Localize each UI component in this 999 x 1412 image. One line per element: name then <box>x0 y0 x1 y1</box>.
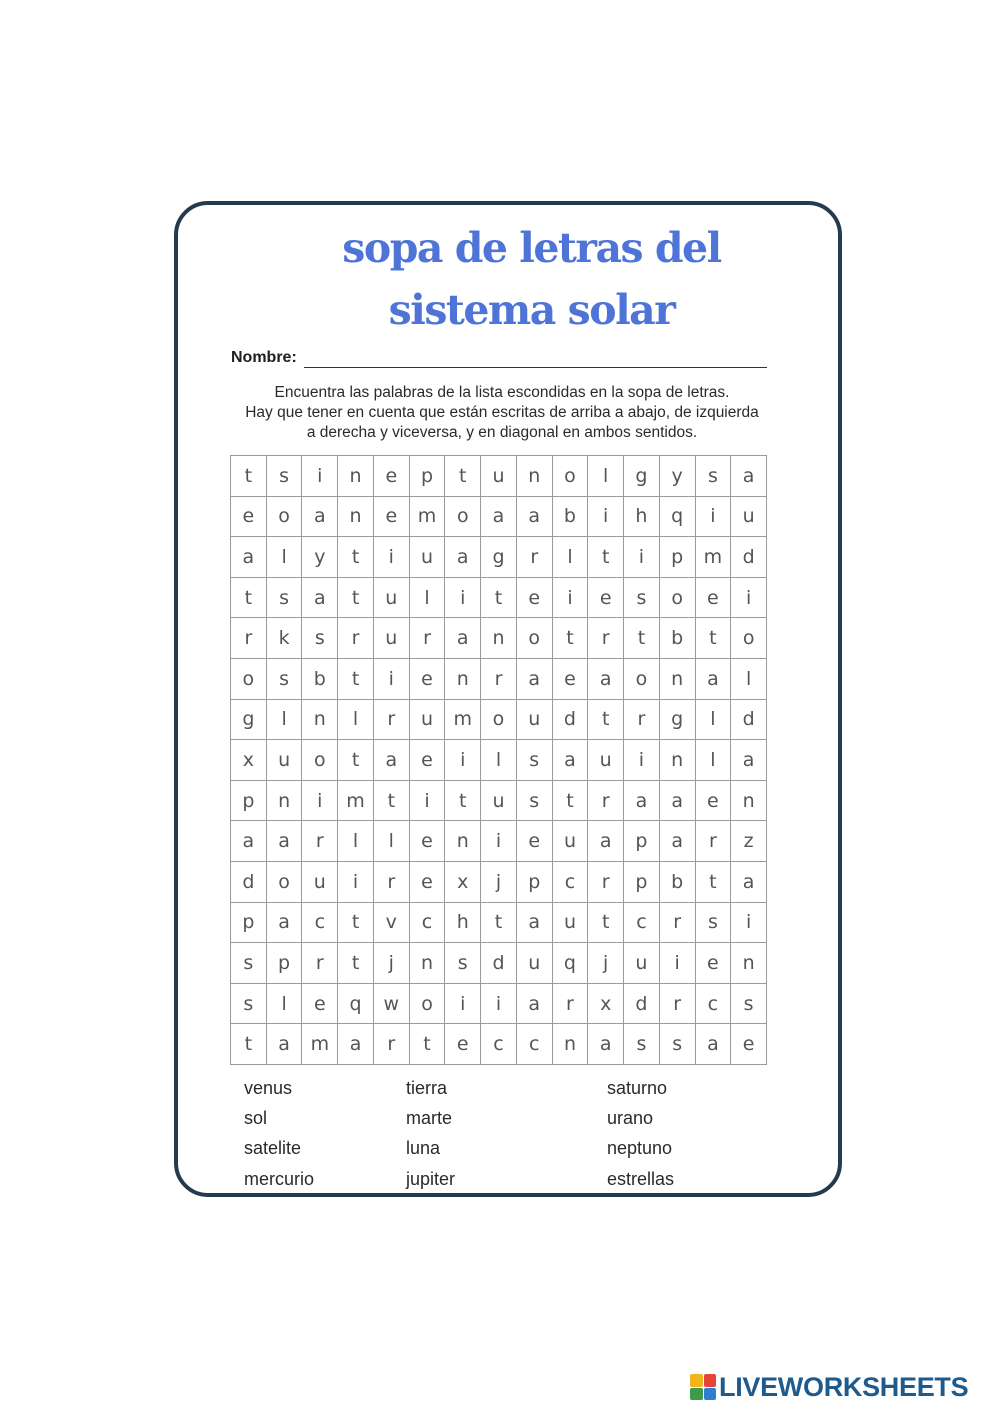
grid-cell[interactable]: a <box>660 781 696 822</box>
grid-cell[interactable]: i <box>696 497 732 538</box>
grid-cell[interactable]: a <box>302 578 338 619</box>
grid-cell[interactable]: r <box>410 618 446 659</box>
grid-cell[interactable]: n <box>660 740 696 781</box>
grid-cell[interactable]: r <box>660 903 696 944</box>
grid-cell[interactable]: l <box>696 740 732 781</box>
grid-cell[interactable]: x <box>445 862 481 903</box>
grid-cell[interactable]: n <box>302 700 338 741</box>
nombre-input-line[interactable] <box>304 367 767 368</box>
grid-cell[interactable]: i <box>624 740 660 781</box>
grid-cell[interactable]: s <box>267 456 303 497</box>
grid-cell[interactable]: r <box>696 821 732 862</box>
grid-cell[interactable]: r <box>588 862 624 903</box>
grid-cell[interactable]: c <box>624 903 660 944</box>
grid-cell[interactable]: t <box>231 578 267 619</box>
grid-cell[interactable]: t <box>696 618 732 659</box>
brand-text: LIVEWORKSHEETS <box>719 1371 969 1402</box>
grid-cell[interactable]: t <box>696 862 732 903</box>
grid-cell[interactable]: s <box>696 903 732 944</box>
grid-cell[interactable]: n <box>731 781 767 822</box>
grid-cell[interactable]: h <box>445 903 481 944</box>
grid-cell[interactable]: r <box>338 618 374 659</box>
grid-cell[interactable]: r <box>660 984 696 1025</box>
grid-cell[interactable]: e <box>731 1024 767 1065</box>
grid-cell[interactable]: a <box>517 903 553 944</box>
grid-cell[interactable]: o <box>660 578 696 619</box>
grid-cell[interactable]: o <box>302 740 338 781</box>
grid-cell[interactable]: e <box>410 821 446 862</box>
grid-cell[interactable]: r <box>302 821 338 862</box>
grid-cell[interactable]: i <box>731 578 767 619</box>
grid-cell[interactable]: d <box>731 537 767 578</box>
grid-cell[interactable]: a <box>731 740 767 781</box>
grid-cell[interactable]: l <box>588 456 624 497</box>
grid-cell[interactable]: r <box>624 700 660 741</box>
grid-cell[interactable]: r <box>588 618 624 659</box>
grid-cell[interactable]: c <box>302 903 338 944</box>
grid-cell[interactable]: u <box>731 497 767 538</box>
grid-cell[interactable]: r <box>553 984 589 1025</box>
grid-cell[interactable]: c <box>553 862 589 903</box>
grid-cell[interactable]: r <box>231 618 267 659</box>
grid-cell[interactable]: t <box>481 903 517 944</box>
grid-cell[interactable]: u <box>410 700 446 741</box>
grid-cell[interactable]: a <box>231 537 267 578</box>
grid-cell[interactable]: t <box>231 1024 267 1065</box>
grid-cell[interactable]: b <box>553 497 589 538</box>
grid-cell[interactable]: l <box>338 700 374 741</box>
grid-cell[interactable]: a <box>517 497 553 538</box>
grid-cell[interactable]: g <box>660 700 696 741</box>
grid-cell[interactable]: x <box>231 740 267 781</box>
grid-cell[interactable]: u <box>517 700 553 741</box>
grid-cell[interactable]: s <box>624 1024 660 1065</box>
grid-cell[interactable]: l <box>696 700 732 741</box>
grid-cell[interactable]: q <box>338 984 374 1025</box>
grid-cell[interactable]: p <box>624 862 660 903</box>
word-list-item: marte <box>406 1108 453 1128</box>
title-line-2: sistema solar <box>388 286 675 334</box>
grid-cell[interactable]: o <box>410 984 446 1025</box>
grid-cell[interactable]: s <box>660 1024 696 1065</box>
grid-cell[interactable]: s <box>696 456 732 497</box>
grid-cell[interactable]: t <box>445 781 481 822</box>
grid-cell[interactable]: t <box>588 903 624 944</box>
grid-cell[interactable]: e <box>696 578 732 619</box>
grid-cell[interactable]: o <box>481 700 517 741</box>
grid-cell[interactable]: t <box>588 700 624 741</box>
grid-cell[interactable]: u <box>624 943 660 984</box>
grid-cell[interactable]: t <box>588 537 624 578</box>
grid-cell[interactable]: n <box>553 1024 589 1065</box>
grid-cell[interactable]: r <box>517 537 553 578</box>
grid-cell[interactable]: p <box>624 821 660 862</box>
grid-cell[interactable]: n <box>338 497 374 538</box>
grid-cell[interactable]: l <box>553 537 589 578</box>
grid-cell[interactable]: s <box>267 659 303 700</box>
word-list-item: tierra <box>406 1078 448 1098</box>
grid-cell[interactable]: a <box>267 1024 303 1065</box>
grid-cell[interactable]: c <box>410 903 446 944</box>
grid-cell[interactable]: e <box>374 456 410 497</box>
instructions <box>222 383 782 443</box>
grid-cell[interactable]: q <box>660 497 696 538</box>
grid-cell[interactable]: b <box>302 659 338 700</box>
grid-cell[interactable]: t <box>338 659 374 700</box>
grid-cell[interactable]: e <box>410 740 446 781</box>
grid-cell[interactable]: p <box>410 456 446 497</box>
grid-cell[interactable]: n <box>660 659 696 700</box>
grid-cell[interactable]: a <box>517 984 553 1025</box>
grid-cell[interactable]: l <box>267 984 303 1025</box>
grid-cell[interactable]: n <box>517 456 553 497</box>
instruction-line: Hay que tener en cuenta que están escritas de arriba a abajo, de izquierda <box>245 404 759 421</box>
grid-cell[interactable]: r <box>374 700 410 741</box>
liveworksheets-logo-icon <box>690 1374 716 1400</box>
grid-cell[interactable]: m <box>338 781 374 822</box>
grid-cell[interactable]: d <box>624 984 660 1025</box>
grid-cell[interactable]: a <box>696 659 732 700</box>
grid-cell[interactable]: i <box>410 781 446 822</box>
grid-cell[interactable]: c <box>481 1024 517 1065</box>
grid-cell[interactable]: e <box>445 1024 481 1065</box>
grid-cell[interactable]: t <box>410 1024 446 1065</box>
grid-cell[interactable]: a <box>553 740 589 781</box>
nombre-label: Nombre: <box>231 349 297 366</box>
grid-cell[interactable]: i <box>338 862 374 903</box>
grid-cell[interactable]: q <box>553 943 589 984</box>
grid-cell[interactable]: e <box>553 659 589 700</box>
grid-cell[interactable]: u <box>374 578 410 619</box>
grid-cell[interactable]: i <box>553 578 589 619</box>
grid-cell[interactable]: s <box>231 984 267 1025</box>
grid-cell[interactable]: t <box>553 618 589 659</box>
grid-cell[interactable]: e <box>588 578 624 619</box>
grid-cell[interactable]: e <box>696 781 732 822</box>
grid-cell[interactable]: t <box>481 578 517 619</box>
grid-cell[interactable]: o <box>267 497 303 538</box>
grid-cell[interactable]: j <box>588 943 624 984</box>
grid-cell[interactable]: d <box>553 700 589 741</box>
word-list-item: venus <box>244 1078 293 1098</box>
word-list-item: neptuno <box>607 1138 673 1158</box>
grid-cell[interactable]: l <box>410 578 446 619</box>
grid-cell[interactable]: i <box>302 781 338 822</box>
grid-cell[interactable]: t <box>338 943 374 984</box>
grid-cell[interactable]: u <box>553 903 589 944</box>
grid-cell[interactable]: e <box>302 984 338 1025</box>
title-line-1: sopa de letras del <box>342 224 721 272</box>
grid-cell[interactable]: e <box>374 497 410 538</box>
grid-cell[interactable]: z <box>731 821 767 862</box>
grid-cell[interactable]: m <box>696 537 732 578</box>
grid-cell[interactable]: p <box>660 537 696 578</box>
grid-cell[interactable]: a <box>588 1024 624 1065</box>
grid-cell[interactable]: n <box>731 943 767 984</box>
grid-cell[interactable]: i <box>374 537 410 578</box>
grid-cell[interactable]: i <box>374 659 410 700</box>
grid-cell[interactable]: o <box>445 497 481 538</box>
grid-cell[interactable]: n <box>410 943 446 984</box>
grid-cell[interactable]: u <box>481 456 517 497</box>
grid-cell[interactable]: m <box>445 700 481 741</box>
grid-cell[interactable]: e <box>517 578 553 619</box>
grid-cell[interactable]: u <box>267 740 303 781</box>
grid-cell[interactable]: i <box>302 456 338 497</box>
grid-cell[interactable]: x <box>588 984 624 1025</box>
grid-cell[interactable]: t <box>231 456 267 497</box>
grid-cell[interactable]: m <box>302 1024 338 1065</box>
grid-cell[interactable]: o <box>517 618 553 659</box>
grid-cell[interactable]: g <box>231 700 267 741</box>
grid-cell[interactable]: s <box>302 618 338 659</box>
grid-cell[interactable]: m <box>410 497 446 538</box>
grid-cell[interactable]: e <box>696 943 732 984</box>
grid-cell[interactable]: d <box>481 943 517 984</box>
word-search-grid <box>230 455 767 1065</box>
grid-cell[interactable]: a <box>374 740 410 781</box>
grid-cell[interactable]: s <box>231 943 267 984</box>
grid-cell[interactable]: a <box>231 821 267 862</box>
grid-cell[interactable]: a <box>588 821 624 862</box>
grid-cell[interactable]: r <box>481 659 517 700</box>
grid-cell[interactable]: a <box>338 1024 374 1065</box>
grid-cell[interactable]: i <box>481 984 517 1025</box>
grid-cell[interactable]: o <box>624 659 660 700</box>
grid-cell[interactable]: p <box>231 903 267 944</box>
grid-cell[interactable]: n <box>481 618 517 659</box>
grid-cell[interactable]: o <box>553 456 589 497</box>
grid-cell[interactable]: s <box>267 578 303 619</box>
grid-cell[interactable]: k <box>267 618 303 659</box>
grid-cell[interactable]: r <box>374 1024 410 1065</box>
grid-cell[interactable]: o <box>231 659 267 700</box>
grid-cell[interactable]: u <box>374 618 410 659</box>
grid-cell[interactable]: i <box>588 497 624 538</box>
grid-cell[interactable]: t <box>338 903 374 944</box>
grid-cell[interactable]: u <box>410 537 446 578</box>
grid-cell[interactable]: y <box>302 537 338 578</box>
grid-cell[interactable]: l <box>731 659 767 700</box>
grid-cell[interactable]: u <box>553 821 589 862</box>
grid-cell[interactable]: a <box>302 497 338 538</box>
grid-cell[interactable]: y <box>660 456 696 497</box>
grid-cell[interactable]: t <box>553 781 589 822</box>
grid-cell[interactable]: r <box>302 943 338 984</box>
grid-cell[interactable]: t <box>338 578 374 619</box>
grid-cell[interactable]: a <box>267 821 303 862</box>
word-list-item: mercurio <box>244 1169 315 1189</box>
grid-cell[interactable]: s <box>624 578 660 619</box>
grid-cell[interactable]: e <box>410 659 446 700</box>
grid-cell[interactable]: a <box>731 862 767 903</box>
instruction-line: a derecha y viceversa, y en diagonal en ambos sentidos. <box>306 424 698 441</box>
grid-cell[interactable]: n <box>267 781 303 822</box>
grid-cell[interactable]: e <box>410 862 446 903</box>
grid-cell[interactable]: o <box>731 618 767 659</box>
grid-cell[interactable]: a <box>267 903 303 944</box>
grid-cell[interactable]: o <box>267 862 303 903</box>
grid-cell[interactable]: u <box>517 943 553 984</box>
word-list-item: saturno <box>607 1078 668 1098</box>
grid-cell[interactable]: u <box>302 862 338 903</box>
grid-cell[interactable]: a <box>731 456 767 497</box>
grid-cell[interactable]: a <box>588 659 624 700</box>
grid-cell[interactable]: l <box>481 740 517 781</box>
grid-cell[interactable]: e <box>231 497 267 538</box>
word-list-item: urano <box>607 1108 654 1128</box>
grid-cell[interactable]: i <box>481 821 517 862</box>
grid-cell[interactable]: i <box>445 578 481 619</box>
grid-cell[interactable]: e <box>517 821 553 862</box>
grid-cell[interactable]: a <box>624 781 660 822</box>
grid-cell[interactable]: w <box>374 984 410 1025</box>
grid-cell[interactable]: n <box>445 821 481 862</box>
grid-cell[interactable]: c <box>517 1024 553 1065</box>
word-list-item: jupiter <box>406 1169 456 1189</box>
grid-cell[interactable]: s <box>445 943 481 984</box>
grid-cell[interactable]: d <box>231 862 267 903</box>
word-list-item: sol <box>244 1108 268 1128</box>
grid-cell[interactable]: s <box>517 740 553 781</box>
grid-cell[interactable]: l <box>374 821 410 862</box>
grid-cell[interactable]: t <box>624 618 660 659</box>
grid-cell[interactable]: l <box>338 821 374 862</box>
grid-cell[interactable]: j <box>481 862 517 903</box>
grid-cell[interactable]: v <box>374 903 410 944</box>
grid-cell[interactable]: u <box>481 781 517 822</box>
grid-cell[interactable]: t <box>338 537 374 578</box>
grid-cell[interactable]: b <box>660 618 696 659</box>
instruction-line: Encuentra las palabras de la lista escondidas en la sopa de letras. <box>274 384 730 401</box>
word-list-item: estrellas <box>607 1169 675 1189</box>
grid-cell[interactable]: n <box>338 456 374 497</box>
grid-cell[interactable]: s <box>517 781 553 822</box>
grid-cell[interactable]: i <box>731 903 767 944</box>
liveworksheets-brand[interactable] <box>690 1372 968 1402</box>
grid-cell[interactable]: n <box>445 659 481 700</box>
grid-cell[interactable]: p <box>517 862 553 903</box>
word-list-item: luna <box>406 1138 441 1158</box>
grid-cell[interactable]: t <box>338 740 374 781</box>
grid-cell[interactable]: h <box>624 497 660 538</box>
grid-cell[interactable]: g <box>481 537 517 578</box>
grid-cell[interactable]: a <box>445 537 481 578</box>
grid-cell[interactable]: l <box>267 537 303 578</box>
grid-cell[interactable]: a <box>481 497 517 538</box>
grid-cell[interactable]: r <box>588 781 624 822</box>
grid-cell[interactable]: u <box>588 740 624 781</box>
grid-cell[interactable]: p <box>231 781 267 822</box>
grid-cell[interactable]: j <box>374 943 410 984</box>
grid-cell[interactable]: g <box>624 456 660 497</box>
grid-cell[interactable]: s <box>731 984 767 1025</box>
grid-cell[interactable]: i <box>624 537 660 578</box>
grid-cell[interactable]: a <box>696 1024 732 1065</box>
grid-cell[interactable]: a <box>517 659 553 700</box>
grid-cell[interactable]: i <box>445 740 481 781</box>
grid-cell[interactable]: a <box>445 618 481 659</box>
grid-cell[interactable]: p <box>267 943 303 984</box>
grid-cell[interactable]: t <box>374 781 410 822</box>
grid-cell[interactable]: l <box>267 700 303 741</box>
grid-cell[interactable]: b <box>660 862 696 903</box>
grid-cell[interactable]: i <box>445 984 481 1025</box>
grid-cell[interactable]: r <box>374 862 410 903</box>
grid-cell[interactable]: a <box>660 821 696 862</box>
word-list-item: satelite <box>244 1138 302 1158</box>
grid-cell[interactable]: d <box>731 700 767 741</box>
grid-cell[interactable]: i <box>660 943 696 984</box>
grid-cell[interactable]: t <box>445 456 481 497</box>
grid-cell[interactable]: c <box>696 984 732 1025</box>
